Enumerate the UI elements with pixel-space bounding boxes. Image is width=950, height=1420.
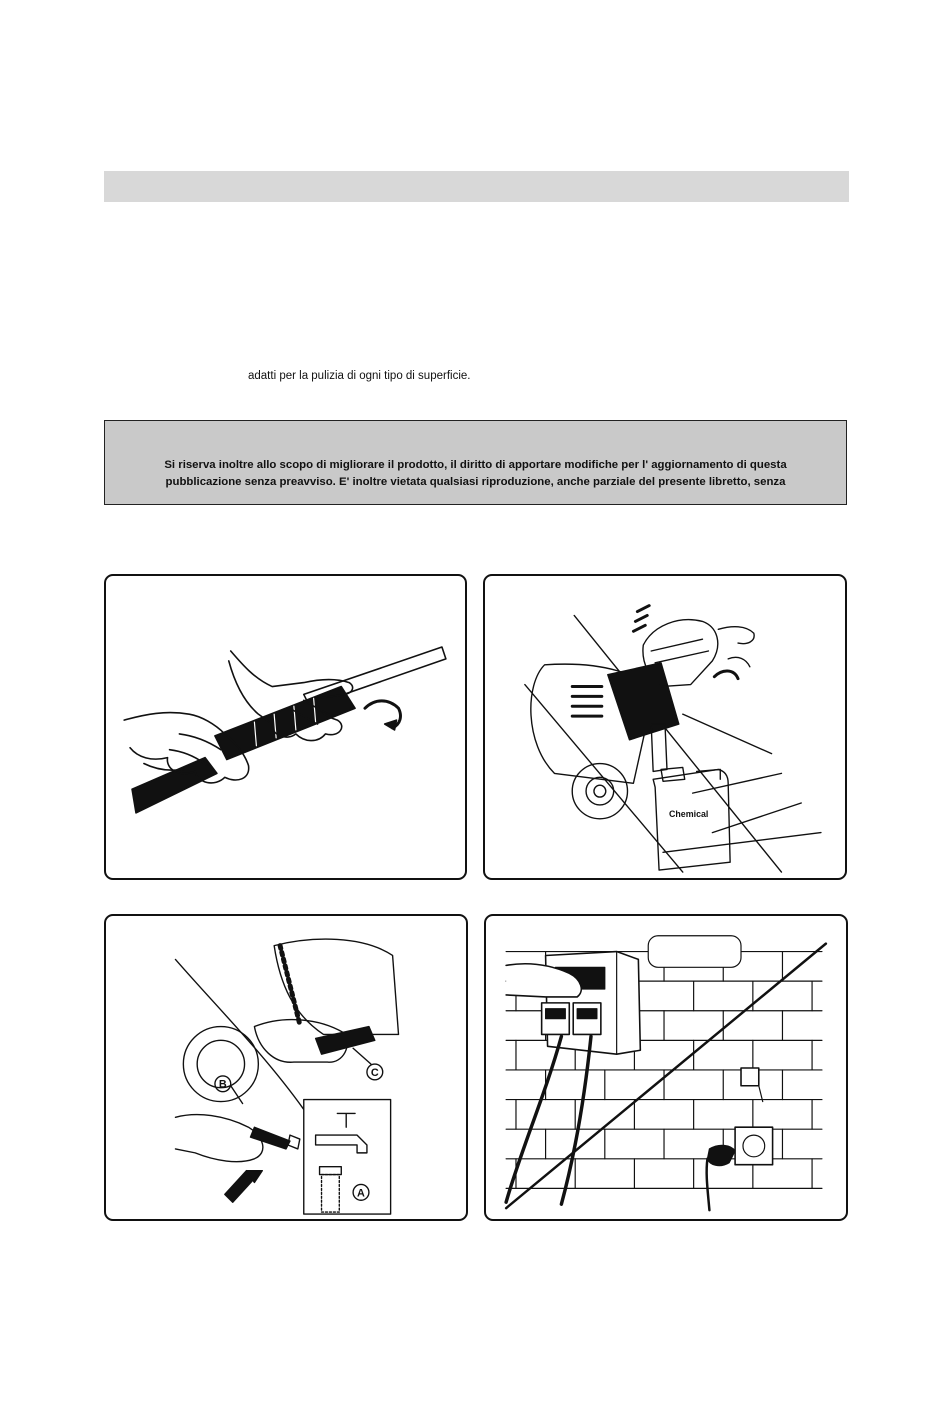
notice-box: [104, 420, 847, 505]
detergent-refill-illustration: [485, 576, 845, 878]
water-connection-illustration: [106, 916, 466, 1219]
callout-b: B: [218, 1078, 227, 1091]
figure-detergent-refill: [483, 574, 847, 880]
figure-lance-assembly: [104, 574, 467, 880]
electrical-connection-illustration: [486, 916, 846, 1219]
callout-c: C: [370, 1066, 379, 1079]
notice-line-1: Si riserva inoltre allo scopo di migliorare il prodotto, il diritto di apportare modifiche per l' aggiornamento di questa: [164, 459, 787, 471]
notice-text: [111, 457, 840, 491]
canister-label: Chemical: [668, 808, 709, 819]
intro-text: adatti per la pulizia di ogni tipo di superficie.: [248, 370, 471, 382]
lance-assembly-illustration: [106, 576, 465, 878]
callout-a: A: [357, 1187, 365, 1200]
section-header-bar: [104, 171, 849, 202]
figure-electrical-connection: [484, 914, 848, 1221]
figure-water-connection: [104, 914, 468, 1221]
notice-line-2: pubblicazione senza preavviso. E' inoltre vietata qualsiasi riproduzione, anche parziale del presente libretto, senza: [165, 476, 786, 488]
